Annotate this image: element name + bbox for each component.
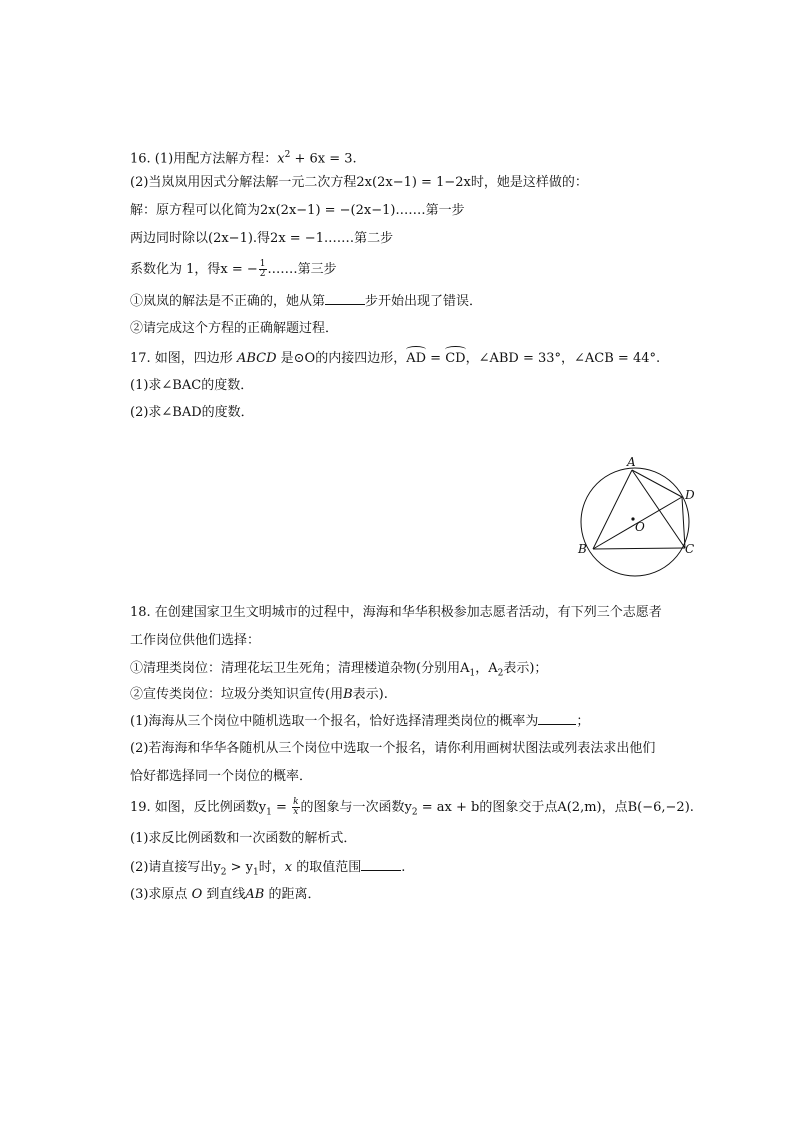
q19-l1-d: = ax + b的图象交于点A(2,m)，点B(−6,−2). — [417, 800, 694, 815]
segment-bc — [593, 548, 685, 549]
q18-l5-b: ； — [576, 714, 590, 729]
q19-l1-a: 19. 如图，反比例函数y — [130, 800, 267, 815]
q18-line-2: 工作岗位供他们选择： — [130, 633, 261, 648]
q17-l1-abcd: ABCD — [236, 351, 277, 366]
q19-l4-b: 到直线 — [202, 887, 246, 902]
q18-l4-b: B — [343, 687, 353, 702]
circle-quadrilateral-figure — [570, 452, 700, 582]
label-c: C — [685, 542, 695, 556]
q19-l1-c: 的图象与一次函数y — [300, 800, 412, 815]
segment-ac — [632, 470, 685, 548]
q19-l4-o: O — [191, 887, 203, 902]
q19-line-4 — [130, 886, 320, 904]
q16-l5-suffix: .……第三步 — [267, 262, 337, 277]
q17-arc-ad: AD — [406, 351, 427, 366]
q17-eq: = — [426, 351, 446, 366]
segment-dc — [682, 497, 685, 548]
q19-l4-ab: AB — [245, 887, 265, 902]
q16-l1-eq-sup: 2 — [284, 150, 291, 160]
q19-l1-sub1: 1 — [266, 807, 272, 818]
q19-line-2: (1)求反比例函数和一次函数的解析式． — [130, 831, 357, 846]
q18-line-1: 18. 在创建国家卫生文明城市的过程中，海海和华华积极参加志愿者活动，有下列三个志愿者 — [130, 605, 662, 620]
q17-line-1 — [130, 350, 660, 368]
q19-l1-fraction — [292, 798, 299, 817]
q18-l3-a: ①清理类岗位：清理花坛卫生死角；清理楼道杂物(分别用A — [130, 661, 470, 676]
q18-l4-c: 表示). — [352, 687, 388, 702]
q19-l1-sub2: 2 — [411, 807, 418, 818]
q16-line-5 — [130, 260, 337, 279]
q19-l1-den: x — [293, 807, 299, 817]
q19-l3-b: > y — [226, 860, 254, 875]
q17-line-3: (2)求∠BAD的度数． — [130, 405, 254, 420]
q19-l3-sub2: 1 — [253, 867, 259, 878]
q19-line-1 — [130, 798, 694, 822]
q16-line-4: 两边同时除以(2x−1).得2x = −1.……第二步 — [130, 231, 394, 246]
q18-line-4 — [130, 686, 388, 704]
q19-l4-c: 的距离． — [264, 887, 321, 902]
q18-l3-sub1: 1 — [469, 668, 476, 679]
q16-l6-b: 步开始出现了错误． — [365, 294, 483, 309]
q16-line-7: ②请完成这个方程的正确解题过程． — [130, 321, 339, 336]
q18-l4-a: ②宣传类岗位：垃圾分类知识宣传(用 — [130, 687, 344, 702]
label-d: D — [685, 488, 695, 502]
label-a: A — [627, 455, 636, 469]
q16-l1-eq-a: x — [277, 151, 285, 167]
q16-l1-prefix: 16. (1)用配方法解方程： — [130, 151, 278, 167]
q16-l6-a: ①岚岚的解法是不正确的，她从第 — [130, 294, 326, 309]
q18-l5-a: (1)海海从三个岗位中随机选取一个报名，恰好选择清理类岗位的概率为 — [130, 714, 539, 729]
label-b: B — [578, 542, 587, 556]
q18-line-7: 恰好都选择同一个岗位的概率． — [130, 769, 313, 784]
q19-line-3 — [130, 858, 405, 882]
q16-line-1 — [130, 146, 357, 168]
q19-l3-e: . — [401, 860, 406, 875]
q16-line-2: (2)当岚岚用因式分解法解一元二次方程2x(2x−1) = 1−2x时，她是这样做的： — [130, 175, 588, 190]
q18-line-6: (2)若海海和华华各随机从三个岗位中选取一个报名，请你利用画树状图法或列表法求出他们 — [130, 741, 656, 756]
q19-l3-x: x — [284, 860, 293, 875]
q17-l1-c: ，∠ABD = 33°，∠ACB = 44°. — [465, 351, 661, 366]
q16-l5-fraction — [259, 260, 267, 279]
q18-answer-blank[interactable] — [538, 712, 576, 725]
q16-answer-blank[interactable] — [325, 292, 365, 305]
q18-l3-sub2: 2 — [497, 668, 504, 679]
q18-l3-b: ，A — [475, 661, 498, 676]
q17-l1-b: 是⊙O的内接四边形， — [276, 351, 407, 366]
q19-answer-blank[interactable] — [361, 858, 401, 871]
q19-l3-d: 的取值范围 — [292, 860, 362, 875]
segment-ad — [632, 470, 682, 497]
q19-l3-a: (2)请直接写出y — [130, 860, 221, 875]
q17-l1-a: 17. 如图，四边形 — [130, 351, 237, 366]
q18-line-3 — [130, 660, 547, 683]
label-o: O — [635, 520, 645, 534]
q19-l3-c: 时， — [258, 860, 285, 875]
q16-l1-eq-b: + 6x = 3. — [290, 151, 357, 167]
q17-arc-cd: CD — [445, 351, 466, 366]
q19-l3-sub1: 2 — [220, 867, 227, 878]
q18-line-5 — [130, 712, 589, 731]
q18-l3-c: 表示)； — [503, 661, 548, 676]
q19-l1-b: = — [271, 800, 292, 815]
q16-l5-prefix: 系数化为 1，得x = − — [130, 262, 258, 277]
q17-line-2: (1)求∠BAC的度数． — [130, 378, 254, 393]
q19-l4-a: (3)求原点 — [130, 887, 192, 902]
q19-l1-num: k — [293, 797, 299, 807]
q16-line-3: 解：原方程可以化简为2x(2x−1) = −(2x−1).……第一步 — [130, 203, 465, 218]
q16-l5-num: 1 — [259, 259, 266, 269]
q16-l5-den: 2 — [259, 269, 266, 279]
q16-line-6 — [130, 292, 482, 311]
